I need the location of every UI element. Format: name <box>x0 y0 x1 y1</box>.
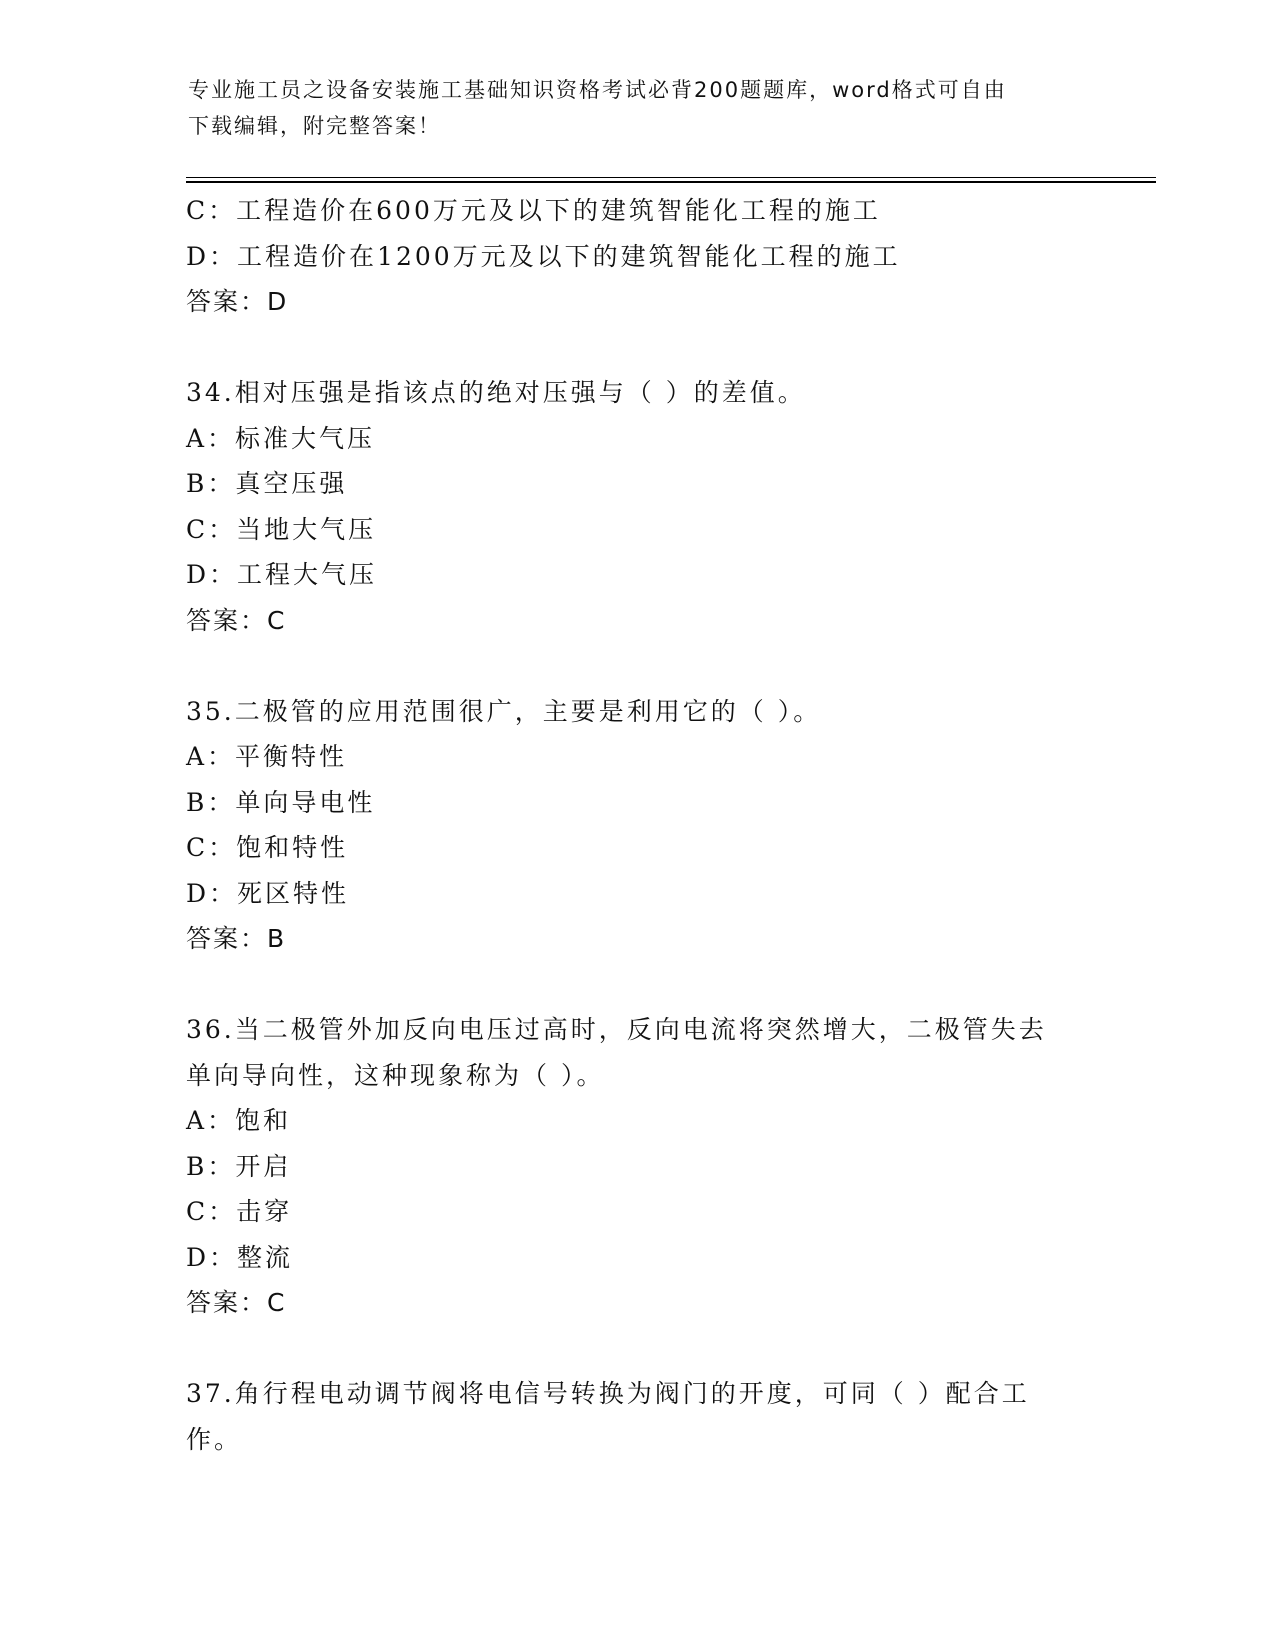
question-block-34 <box>186 370 1086 643</box>
header-line-1: 专业施工员之设备安装施工基础知识资格考试必背200题题库，word格式可自由 <box>188 78 1007 102</box>
answer-text: 答案：D <box>186 287 289 316</box>
option-c: C：击穿 <box>186 1197 293 1226</box>
answer-text: 答案：C <box>186 1288 287 1317</box>
option-b: B：单向导电性 <box>186 787 376 817</box>
spacer <box>186 962 1086 1008</box>
question-block-37 <box>186 1371 1086 1462</box>
header-rule-thin <box>186 177 1156 178</box>
spacer <box>186 325 1086 371</box>
answer-text: 答案：C <box>186 605 287 635</box>
option-a: A：平衡特性 <box>186 742 348 771</box>
question-text-line-1: 36.当二极管外加反向电压过高时，反向电流将突然增大，二极管失去 <box>186 1015 1047 1044</box>
spacer <box>186 1326 1086 1372</box>
question-list <box>186 188 1086 1462</box>
option-b: B：真空压强 <box>186 469 348 498</box>
option-c: C：饱和特性 <box>186 833 349 862</box>
option-c: C：工程造价在600万元及以下的建筑智能化工程的施工 <box>186 196 881 225</box>
question-text: 34.相对压强是指该点的绝对压强与（ ）的差值。 <box>186 378 806 407</box>
question-text: 35.二极管的应用范围很广，主要是利用它的（ ）。 <box>186 696 822 726</box>
question-block-36 <box>186 1007 1086 1326</box>
answer-text: 答案：B <box>186 924 287 953</box>
question-text-line-1: 37.角行程电动调节阀将电信号转换为阀门的开度，可同（ ）配合工 <box>186 1379 1030 1408</box>
question-block-35 <box>186 689 1086 962</box>
header-line-2: 下载编辑，附完整答案！ <box>188 114 441 138</box>
option-d: D：死区特性 <box>186 878 350 908</box>
option-d: D：整流 <box>186 1242 294 1272</box>
option-c: C：当地大气压 <box>186 514 377 544</box>
question-block-33 <box>186 188 1086 325</box>
spacer <box>186 643 1086 689</box>
option-a: A：标准大气压 <box>186 423 376 453</box>
option-a: A：饱和 <box>186 1106 292 1135</box>
option-d: D：工程大气压 <box>186 560 378 589</box>
option-b: B：开启 <box>186 1151 292 1181</box>
question-text-line-2: 单向导向性，这种现象称为（ ）。 <box>186 1060 605 1090</box>
document-header <box>188 72 1068 144</box>
question-text-line-2: 作。 <box>186 1424 243 1454</box>
option-d: D：工程造价在1200万元及以下的建筑智能化工程的施工 <box>186 241 901 271</box>
header-rule-thick <box>186 181 1156 183</box>
